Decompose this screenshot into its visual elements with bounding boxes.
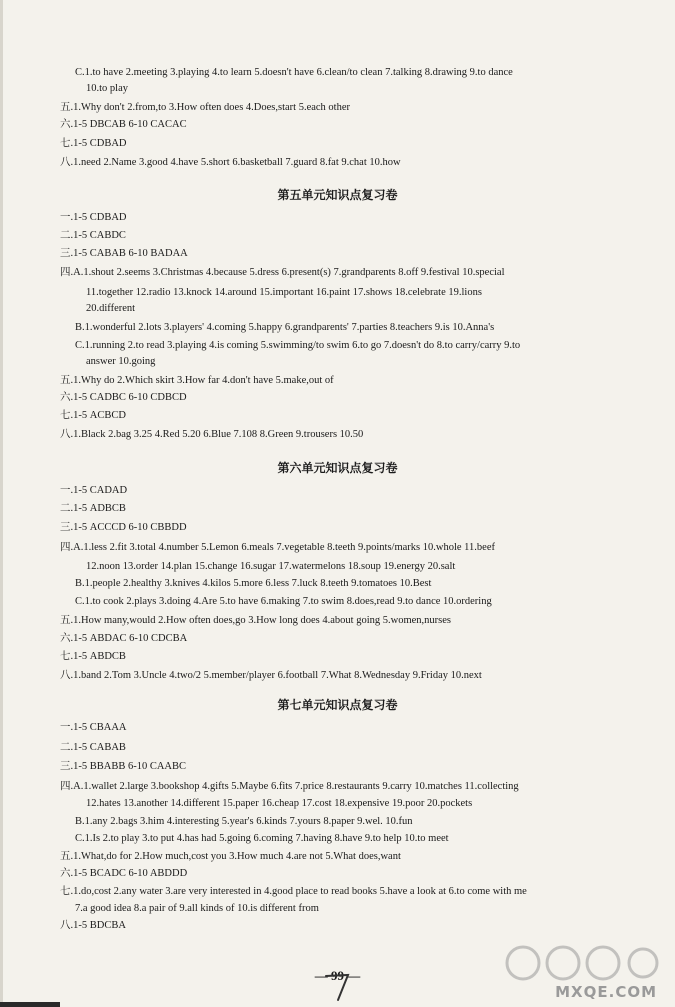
unit-heading: 第七单元知识点复习卷	[277, 698, 398, 712]
answer-line: B.1.any 2.bags 3.him 4.interesting 5.year's 6.kinds 7.yours 8.paper 9.wel. 10.fun	[75, 816, 413, 827]
answer-line: 12.noon 13.order 14.plan 15.change 16.sugar 17.watermelons 18.soup 19.energy 20.salt	[86, 561, 456, 572]
answer-line: C.1.to have 2.meeting 3.playing 4.to learn 5.doesn't have 6.clean/to clean 7.talking 8.drawing 9.to dance	[75, 67, 513, 78]
answer-line: C.1.Is 2.to play 3.to put 4.has had 5.going 6.coming 7.having 8.have 9.to help 10.to meet	[75, 833, 449, 844]
answer-line: 七.1.do,cost 2.any water 3.are very interested in 4.good place to read books 5.have a look at 6.to come with me	[60, 886, 527, 897]
scan-edge-bottom	[0, 1002, 60, 1007]
answer-line: answer 10.going	[86, 356, 156, 367]
answer-line: 八.1.band 2.Tom 3.Uncle 4.two/2 5.member/player 6.football 7.What 8.Wednesday 9.Friday 10.next	[60, 670, 482, 681]
answer-line: 五.1.What,do for 2.How much,cost you 3.How much 4.are not 5.What does,want	[60, 851, 401, 862]
answer-line: 一.1-5 CBAAA	[60, 722, 127, 733]
answer-line: 二.1-5 ADBCB	[60, 503, 126, 514]
answer-line: 五.1.Why don't 2.from,to 3.How often does 4.Does,start 5.each other	[60, 102, 350, 113]
answer-line: 七.1-5 CDBAD	[60, 138, 127, 149]
unit-heading: 第六单元知识点复习卷	[277, 461, 398, 475]
answer-line: 六.1-5 BCADC 6-10 ABDDD	[60, 868, 188, 879]
answer-line: 10.to play	[86, 83, 128, 94]
answer-line: 二.1-5 CABDC	[60, 230, 126, 241]
answer-line: 八.1.need 2.Name 3.good 4.have 5.short 6.basketball 7.guard 8.fat 9.chat 10.how	[60, 157, 401, 168]
answer-line: 七.1-5 ABDCB	[60, 651, 126, 662]
answer-line: 12.hates 13.another 14.different 15.paper 16.cheap 17.cost 18.expensive 19.poor 20.pockets	[86, 798, 473, 809]
answer-line: 三.1-5 ACCCD 6-10 CBBDD	[60, 522, 187, 533]
answer-line: 7.a good idea 8.a pair of 9.all kinds of 10.is different from	[75, 903, 319, 914]
answer-line: 20.different	[86, 303, 136, 314]
page-number: — 99 —	[314, 968, 361, 983]
answer-line: 四.A.1.shout 2.seems 3.Christmas 4.because 5.dress 6.present(s) 7.grandparents 8.off 9.festival 10.special	[60, 267, 505, 278]
unit-heading: 第五单元知识点复习卷	[277, 188, 398, 202]
answer-line: 五.1.Why do 2.Which skirt 3.How far 4.don't have 5.make,out of	[60, 375, 334, 386]
answer-line: 六.1-5 ABDAC 6-10 CDCBA	[60, 633, 188, 644]
answer-line: 四.A.1.less 2.fit 3.total 4.number 5.Lemon 6.meals 7.vegetable 8.teeth 9.points/marks 10.whole 11.beef	[60, 542, 495, 553]
answer-line: 七.1-5 ACBCD	[60, 410, 126, 421]
answer-line: 一.1-5 CADAD	[60, 485, 128, 496]
answer-line: 三.1-5 BBABB 6-10 CAABC	[60, 761, 187, 772]
answer-line: 二.1-5 CABAB	[60, 742, 126, 753]
answer-line: 三.1-5 CABAB 6-10 BADAA	[60, 248, 188, 259]
answer-line: B.1.people 2.healthy 3.knives 4.kilos 5.more 6.less 7.luck 8.teeth 9.tomatoes 10.Best	[75, 578, 432, 589]
watermark-text: MXQE.COM	[555, 983, 657, 1001]
answer-line: 八.1-5 BDCBA	[60, 920, 126, 931]
answer-line: B.1.wonderful 2.lots 3.players' 4.coming 5.happy 6.grandparents' 7.parties 8.teachers 9.is 10.Anna's	[75, 322, 495, 333]
answer-line: C.1.to cook 2.plays 3.doing 4.Are 5.to have 6.making 7.to swim 8.does,read 9.to dance 10.ordering	[75, 596, 492, 607]
answer-line: 11.together 12.radio 13.knock 14.around 15.important 16.paint 17.shows 18.celebrate 19.lions	[86, 287, 482, 298]
answer-line: 一.1-5 CDBAD	[60, 212, 127, 223]
handwritten-mark-icon	[318, 972, 358, 1002]
answer-line: 六.1-5 CADBC 6-10 CDBCD	[60, 392, 187, 403]
answer-line: C.1.running 2.to read 3.playing 4.is coming 5.swimming/to swim 6.to go 7.doesn't do 8.to carry/carry 9.to	[75, 340, 521, 351]
answer-line: 八.1.Black 2.bag 3.25 4.Red 5.20 6.Blue 7.108 8.Green 9.trousers 10.50	[60, 429, 364, 440]
answer-line: 五.1.How many,would 2.How often does,go 3.How long does 4.about going 5.women,nurses	[60, 615, 451, 626]
answer-line: 六.1-5 DBCAB 6-10 CACAC	[60, 119, 187, 130]
answer-line: 四.A.1.wallet 2.large 3.bookshop 4.gifts 5.Maybe 6.fits 7.price 8.restaurants 9.carry 10.matches 11.collecting	[60, 781, 519, 792]
